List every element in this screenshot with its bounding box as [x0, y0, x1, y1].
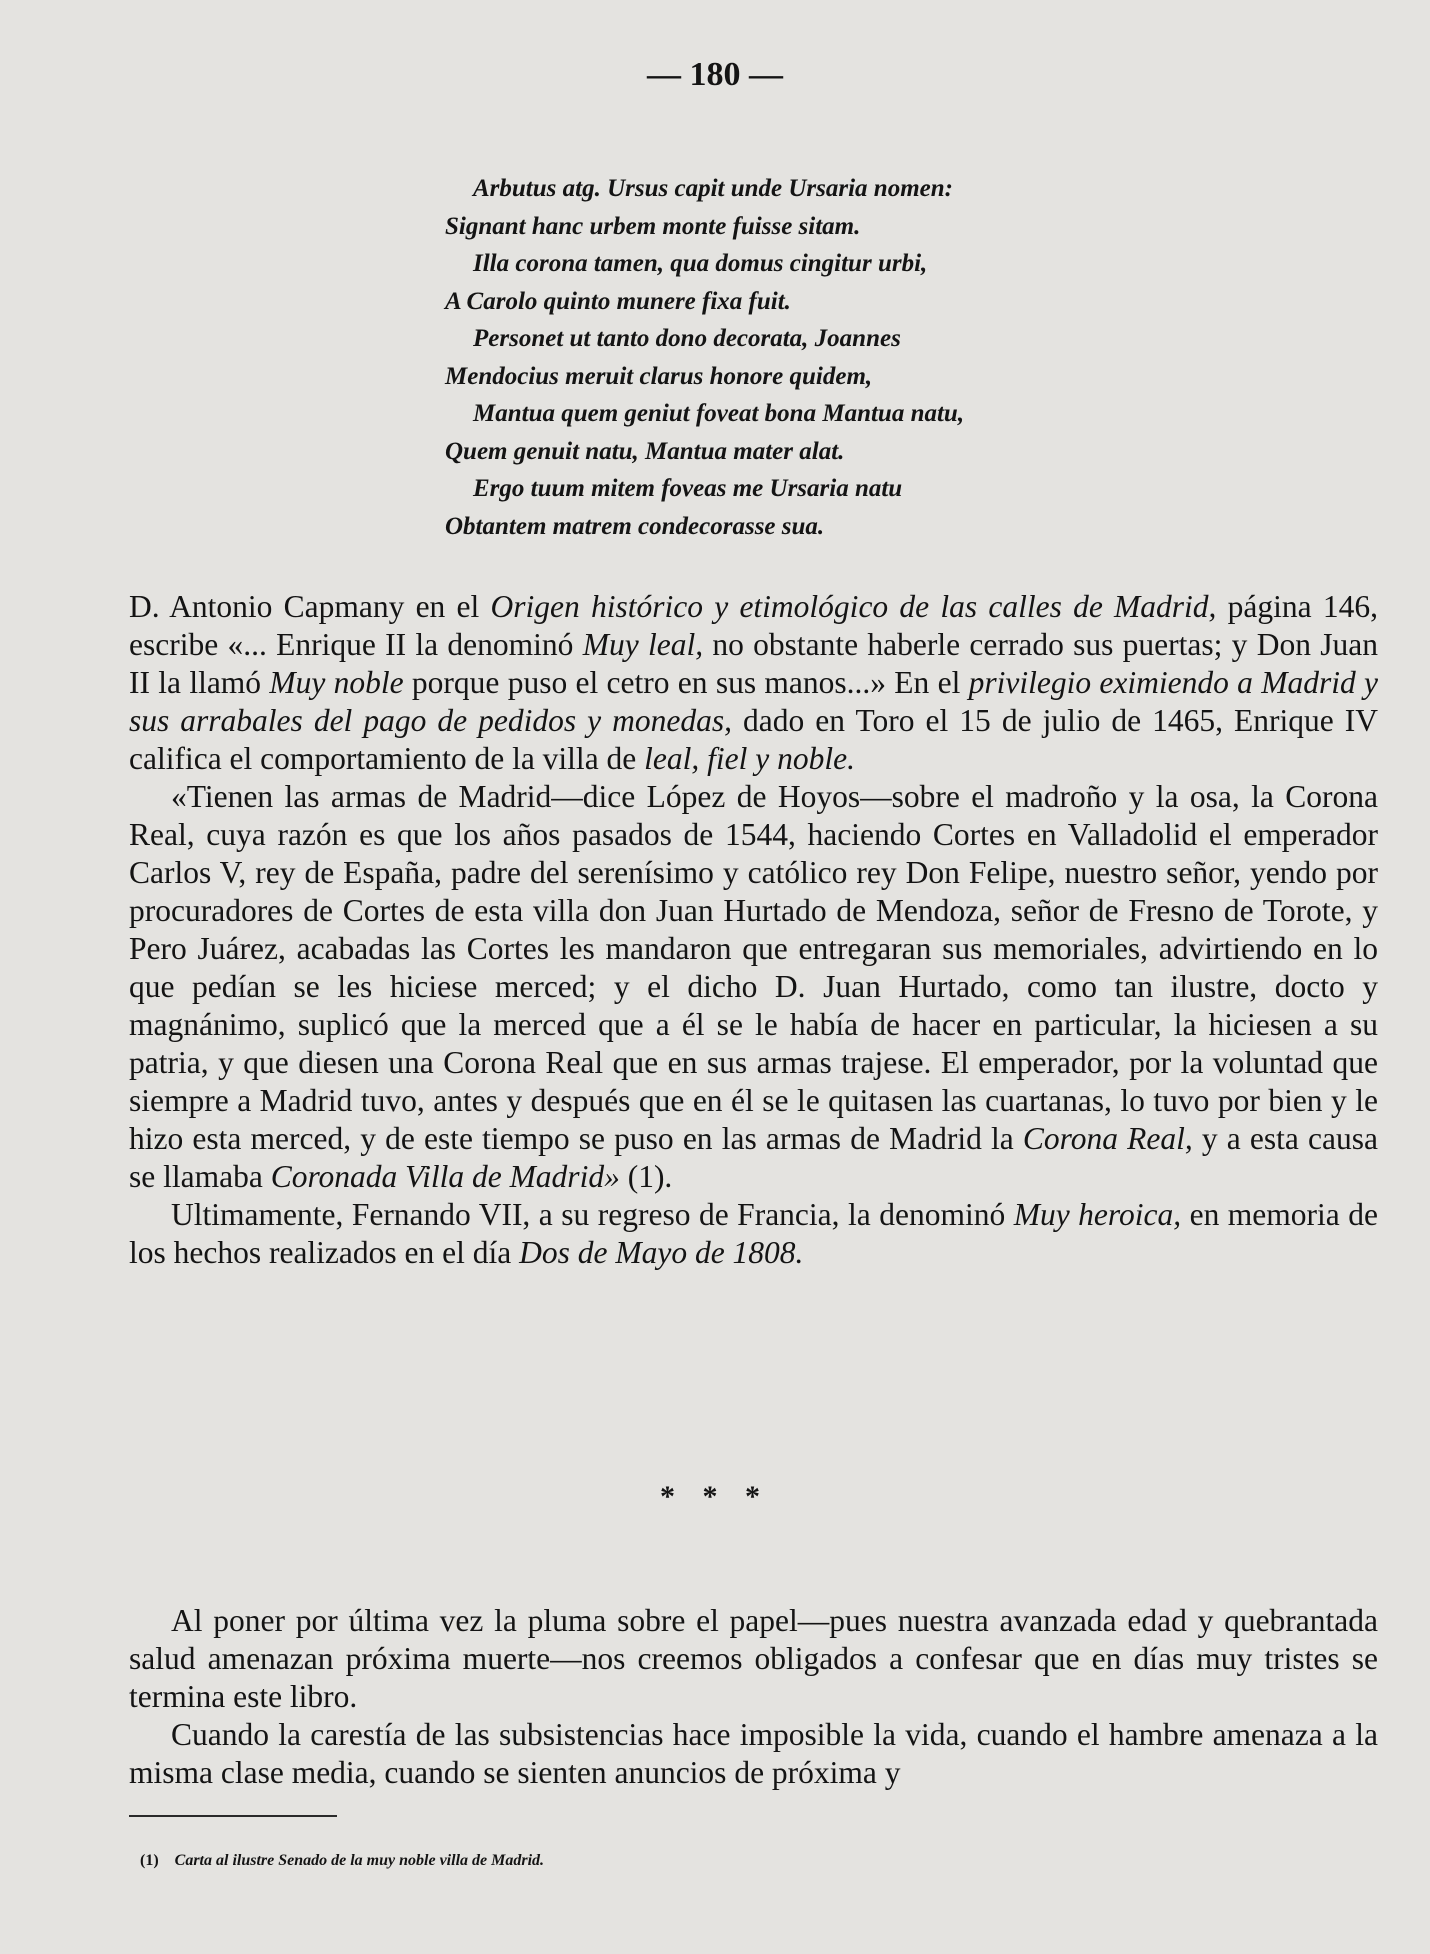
verse-line: Personet ut tanto dono decorata, Joannes [473, 325, 901, 352]
italic-term: leal, fiel y noble. [644, 741, 855, 776]
italic-title: privilegio eximiendo a Madrid y sus arrabales del pago de pedidos y monedas, [129, 665, 1378, 738]
paragraph-closing: Al poner por última vez la pluma sobre el papel—pues nuestra avanzada edad y quebrantada salud amenazan próxima muerte—nos creemos obligados a confesar que en días muy tristes se termina este libro. [129, 1603, 1378, 1714]
footnote-rule [129, 1815, 337, 1817]
text-run: en memoria de los hechos realizados en el día [129, 1197, 1378, 1270]
footnote-mark: (1) [140, 1852, 159, 1869]
verse-line: Ergo tuum mitem foveas me Ursaria natu [473, 475, 903, 502]
paragraph-carestia: Cuando la carestía de las subsistencias hace imposible la vida, cuando el hambre amenaza a la misma clase media, cuando se sienten anuncios de próxima y [129, 1717, 1378, 1790]
italic-term: Muy leal, [582, 627, 704, 662]
italic-term: Corona Real, [1022, 1121, 1193, 1156]
verse-line: Signant hanc urbem monte fuisse sitam. [445, 212, 861, 240]
italic-term: Muy noble [269, 665, 404, 700]
paragraph-capmany [129, 588, 1378, 778]
text-run: «Tienen las armas de Madrid—dice López de Hoyos—sobre el madroño y la osa, la Corona Real, cuya razón es que los años pasados de 1544, haciendo Cortes en Valladolid el emperador Carlos V, rey de España, padre del serenísimo y católico rey Don Felipe, nuestro señor, yendo por procuradores de Cortes de esta villa don Juan Hurtado de Mendoza, señor de Fresno de Torote, y Pero Juárez, acabadas las Cortes les mandaron que entregaran sus memoriales, advirtiendo en lo que pedían se les hiciese merced; y el dicho D. Juan Hurtado, como tan ilustre, docto y magnánimo, suplicó que la merced que a él se le había de hacer en particular, la hiciesen a su patria, y que diesen una Corona Real que en sus armas trajese. El emperador, por la voluntad que siempre a Madrid tuvo, antes y después que en él se le quitasen las cuartanas, lo tuvo por bien y le hizo esta merced, y de este tiempo se puso en las armas de Madrid la [129, 779, 1378, 1156]
text-run: y a esta causa se llamaba [129, 1121, 1378, 1194]
verse-line: Arbutus atg. Ursus capit unde Ursaria nomen: [473, 175, 953, 202]
text-run: página 146, escribe «... Enrique II la denominó [129, 589, 1379, 662]
verse-line: Mantua quem geniut foveat bona Mantua natu, [473, 400, 965, 427]
latin-verse [445, 170, 964, 545]
footnote-text: Carta al ilustre Senado de la muy noble villa de Madrid. [174, 1852, 545, 1869]
italic-term: Muy heroica, [1013, 1197, 1182, 1232]
text-run: porque puso el cetro en sus manos...» En el [403, 665, 969, 700]
verse-line: Quem genuit natu, Mantua mater alat. [445, 437, 845, 465]
italic-title: Origen histórico y etimológico de las calles de Madrid, [490, 589, 1217, 624]
verse-line: A Carolo quinto munere fixa fuit. [445, 287, 791, 315]
italic-term: Coronada Villa de Madrid» [270, 1159, 620, 1194]
verse-line: Obtantem matrem condecorasse sua. [445, 512, 825, 540]
italic-date: Dos de Mayo de 1808. [519, 1235, 804, 1270]
footnote [140, 1852, 544, 1870]
text-run: D. Antonio Capmany en el [129, 589, 491, 624]
section-separator: * * * [660, 1480, 770, 1513]
main-text [129, 588, 1378, 1272]
text-run: Ultimamente, Fernando VII, a su regreso de Francia, la denominó [171, 1197, 1014, 1232]
text-run: dado en Toro el 15 de julio de 1465, Enrique IV califica el comportamiento de la villa de [129, 703, 1379, 776]
verse-line: Illa corona tamen, qua domus cingitur urbi, [473, 250, 928, 277]
verse-line: Mendocius meruit clarus honore quidem, [445, 362, 873, 390]
paragraph-lopez-de-hoyos [129, 778, 1378, 1196]
paragraph-fernando-vii [129, 1196, 1378, 1272]
page-number: — 180 — [647, 56, 783, 93]
text-run: no obstante haberle cerrado sus puertas; y Don Juan II la llamó [129, 627, 1378, 700]
closing-text [129, 1602, 1378, 1792]
text-run: (1). [619, 1159, 673, 1194]
